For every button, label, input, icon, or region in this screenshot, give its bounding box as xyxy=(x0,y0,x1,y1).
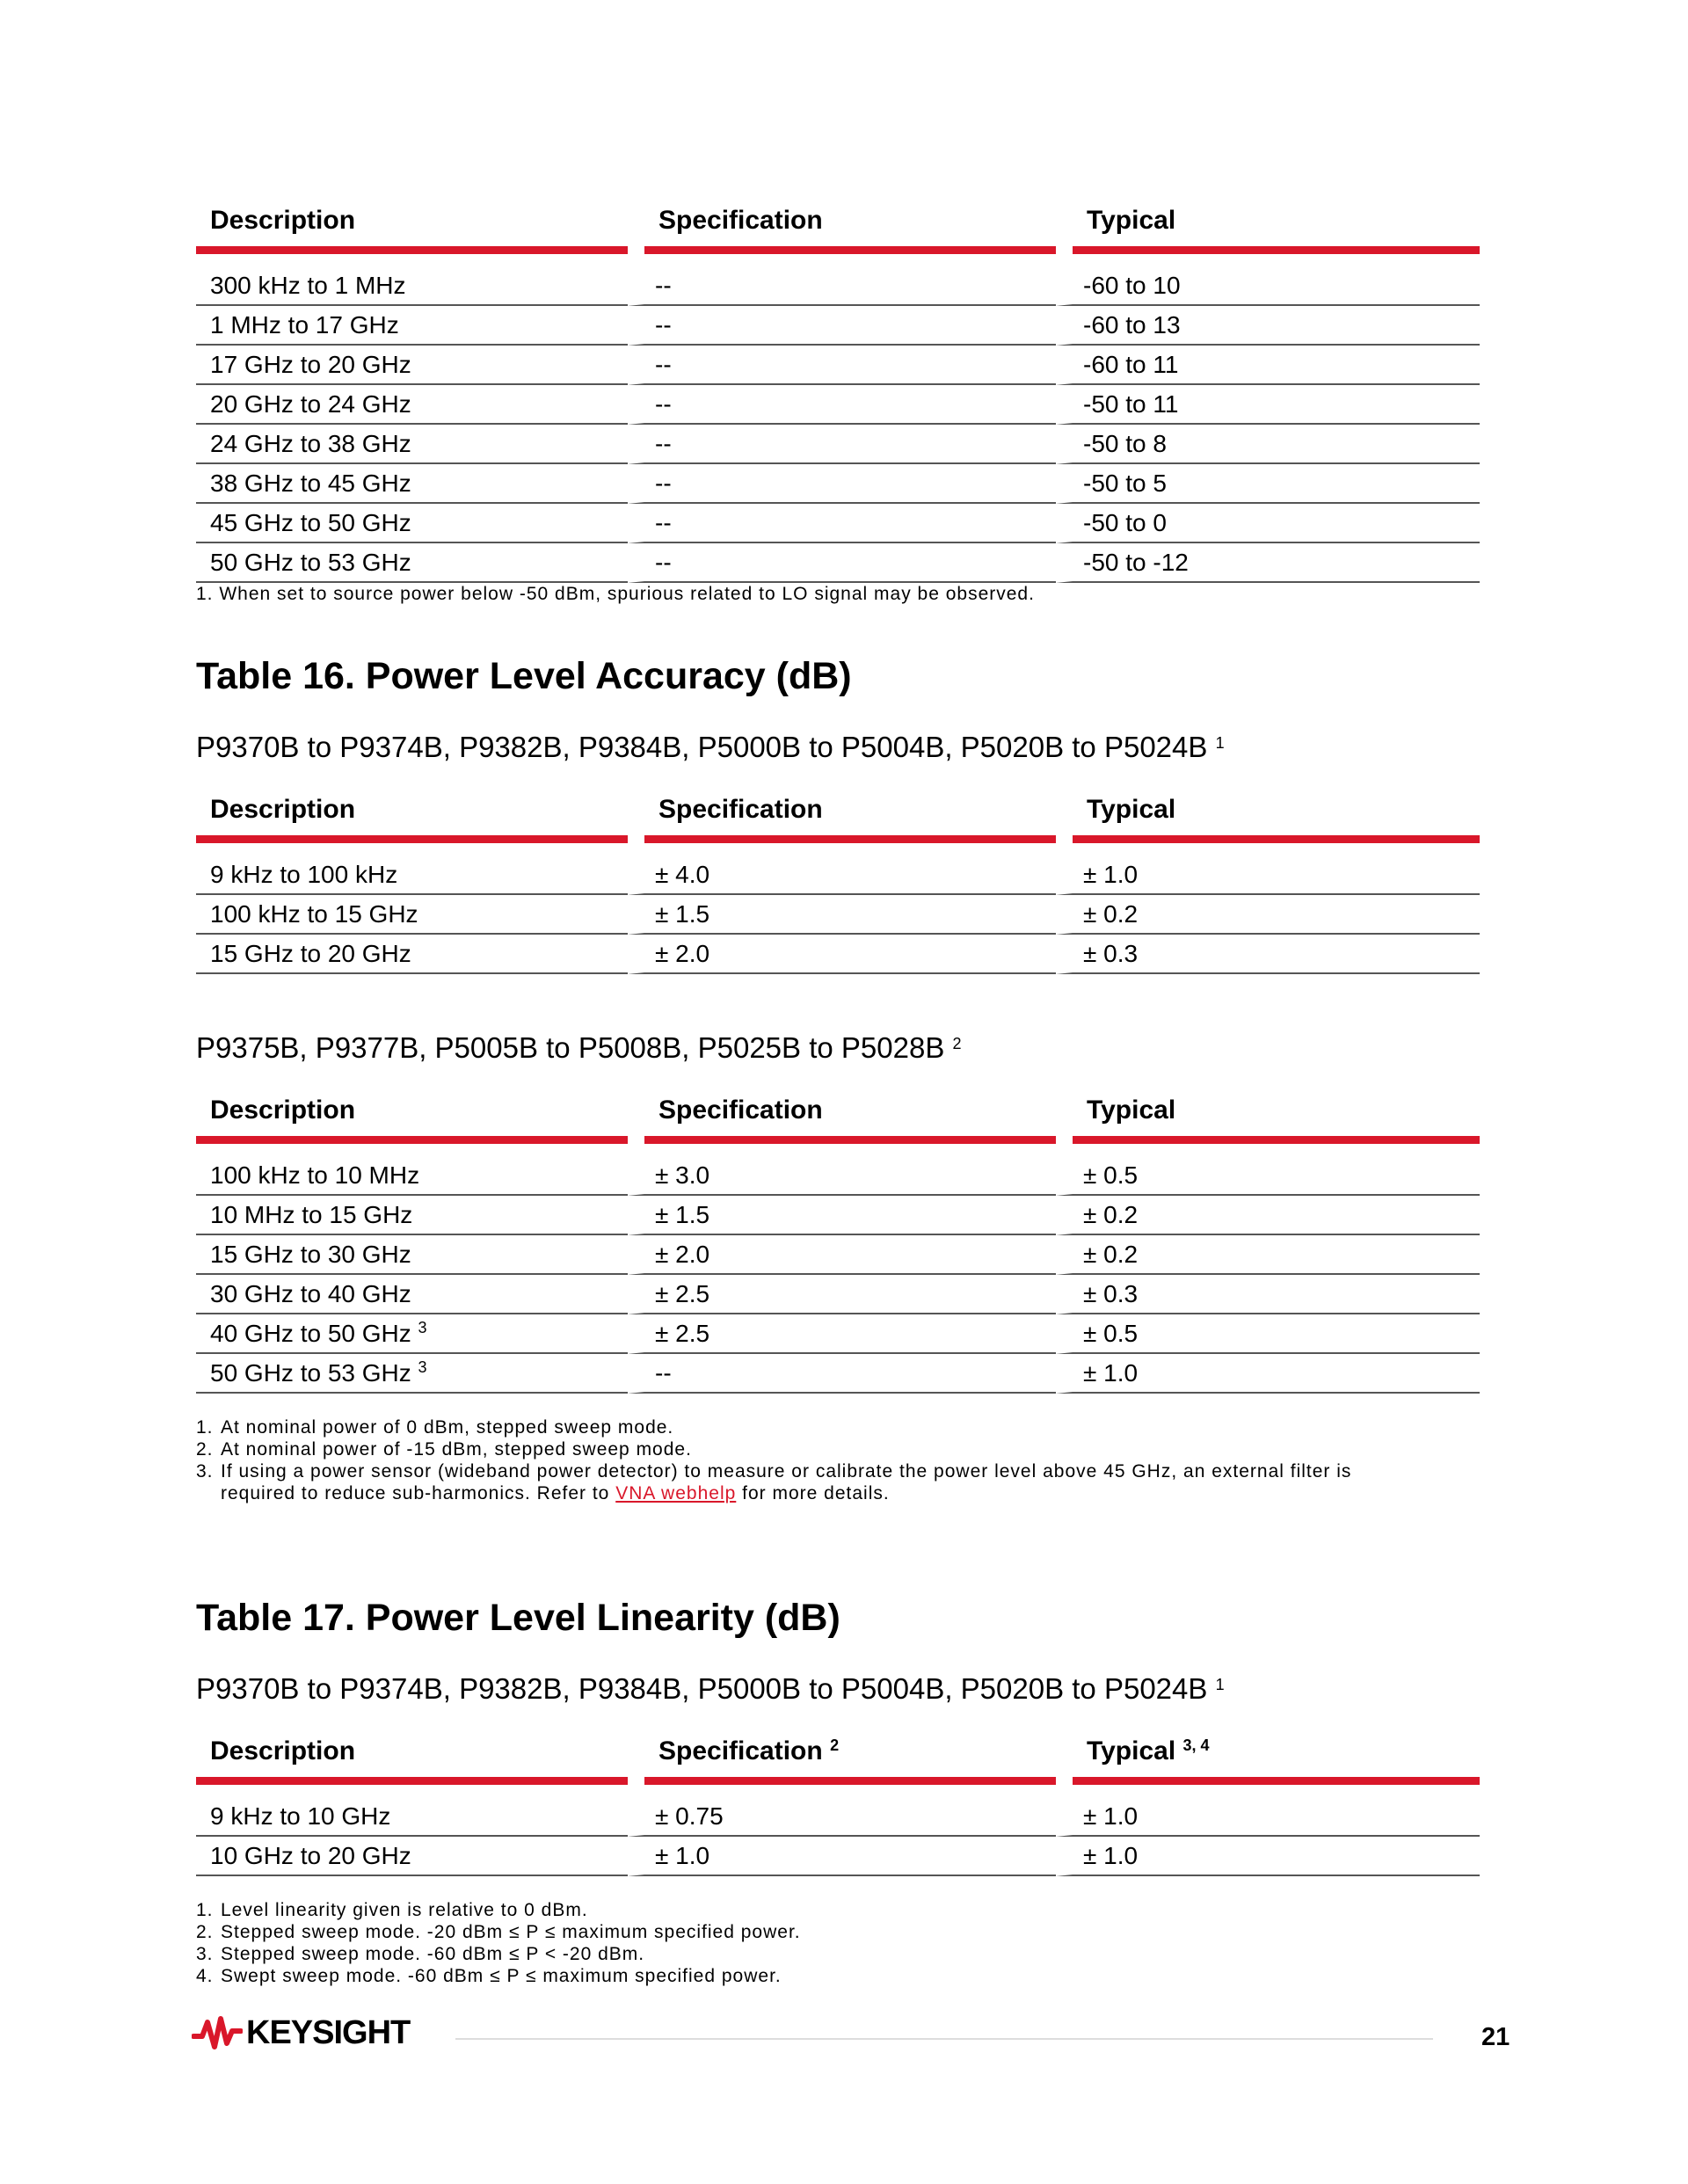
table16-models-2: P9375B, P9377B, P5005B to P5008B, P5025B to P5028B $^2$ xyxy=(196,1031,962,1064)
keysight-wave-icon xyxy=(192,2013,243,2052)
table16-group1 xyxy=(196,795,1480,974)
table17-models: P9370B to P9374B, P9382B, P9384B, P5000B to P5004B, P5020B to P5024B $^1$ xyxy=(196,1672,1225,1705)
footnote-4: 4. Swept sweep mode. -60 dBm ≤ P ≤ maximum specified power. xyxy=(196,1966,782,1986)
col-specification: Specification xyxy=(628,795,1056,855)
table-row: 10 GHz to 20 GHz ± 1.0 ± 1.0 xyxy=(196,1837,1480,1876)
col-typical: Typical $^{3, 4}$ xyxy=(1056,1736,1480,1797)
footnote: 1. When set to source power below -50 dBm, spurious related to LO signal may be observed. xyxy=(196,584,1035,604)
col-description: Description xyxy=(196,1096,628,1156)
table17-body xyxy=(196,1736,1480,1987)
table-row: 100 kHz to 10 MHz ± 3.0 ± 0.5 xyxy=(196,1156,1480,1196)
col-typical: Typical xyxy=(1056,1096,1480,1156)
footnote-1: 1. At nominal power of 0 dBm, stepped sweep mode. xyxy=(196,1417,674,1438)
table-row: 10 MHz to 15 GHz ± 1.5 ± 0.2 xyxy=(196,1196,1480,1235)
linearity-table xyxy=(196,1736,1480,1876)
table-row: 38 GHz to 45 GHz -- -50 to 5 xyxy=(196,464,1480,504)
table15-continued xyxy=(196,206,1480,605)
keysight-logo xyxy=(192,2013,410,2052)
table16-models-1: P9370B to P9374B, P9382B, P9384B, P5000B to P5004B, P5020B to P5024B $^1$ xyxy=(196,731,1225,763)
page-number: 21 xyxy=(1481,2023,1510,2051)
table-row: 15 GHz to 20 GHz ± 2.0 ± 0.3 xyxy=(196,935,1480,974)
col-description: Description xyxy=(196,795,628,855)
table-row: 100 kHz to 15 GHz ± 1.5 ± 0.2 xyxy=(196,895,1480,935)
footnote-3: 3. Stepped sweep mode. -60 dBm ≤ P < -20 dBm. xyxy=(196,1944,645,1964)
table-row: 30 GHz to 40 GHz ± 2.5 ± 0.3 xyxy=(196,1275,1480,1314)
col-typical: Typical xyxy=(1056,795,1480,855)
table17-title: Table 17. Power Level Linearity (dB) xyxy=(196,1597,840,1639)
col-description: Description xyxy=(196,1736,628,1797)
footnote-2: 2. Stepped sweep mode. -20 dBm ≤ P ≤ maximum specified power. xyxy=(196,1922,801,1942)
table16-title: Table 16. Power Level Accuracy (dB) xyxy=(196,655,852,697)
table-row: 40 GHz to 50 GHz $^3$ ± 2.5 ± 0.5 xyxy=(196,1314,1480,1354)
table-row: 9 kHz to 100 kHz ± 4.0 ± 1.0 xyxy=(196,855,1480,895)
col-description: Description xyxy=(196,206,628,266)
col-specification: Specification xyxy=(628,1096,1056,1156)
table-row: 50 GHz to 53 GHz -- -50 to -12 xyxy=(196,543,1480,583)
col-specification: Specification xyxy=(628,206,1056,266)
table-row: 300 kHz to 1 MHz -- -60 to 10 xyxy=(196,266,1480,306)
table-row: 50 GHz to 53 GHz $^3$ -- ± 1.0 xyxy=(196,1354,1480,1394)
table-row: 9 kHz to 10 GHz ± 0.75 ± 1.0 xyxy=(196,1797,1480,1837)
col-typical: Typical xyxy=(1056,206,1480,266)
table17-footnotes xyxy=(196,1899,1480,1987)
table-row: 45 GHz to 50 GHz -- -50 to 0 xyxy=(196,504,1480,543)
brand-name: KEYSIGHT xyxy=(246,2013,411,2051)
table-row: 24 GHz to 38 GHz -- -50 to 8 xyxy=(196,425,1480,464)
vna-webhelp-link[interactable]: VNA webhelp xyxy=(615,1483,737,1503)
accuracy-table-2 xyxy=(196,1096,1480,1394)
footnote-2: 2. At nominal power of -15 dBm, stepped sweep mode. xyxy=(196,1439,692,1460)
footnote-3: 3. If using a power sensor (wideband power detector) to measure or calibrate the power level above 45 GHz, an external filter is required to reduce sub-harmonics. Refer to VNA webhelp for more details. xyxy=(196,1461,1352,1503)
table-row: 1 MHz to 17 GHz -- -60 to 13 xyxy=(196,306,1480,346)
footer-divider xyxy=(455,2038,1433,2040)
table-row: 20 GHz to 24 GHz -- -50 to 11 xyxy=(196,385,1480,425)
table16-group2 xyxy=(196,1096,1480,1504)
table16-footnotes xyxy=(196,1416,1480,1504)
col-specification: Specification $^2$ xyxy=(628,1736,1056,1797)
footnote-1: 1. Level linearity given is relative to 0 dBm. xyxy=(196,1900,588,1920)
accuracy-table-1 xyxy=(196,795,1480,974)
table-row: 17 GHz to 20 GHz -- -60 to 11 xyxy=(196,346,1480,385)
table-row: 15 GHz to 30 GHz ± 2.0 ± 0.2 xyxy=(196,1235,1480,1275)
spurious-table xyxy=(196,206,1480,583)
